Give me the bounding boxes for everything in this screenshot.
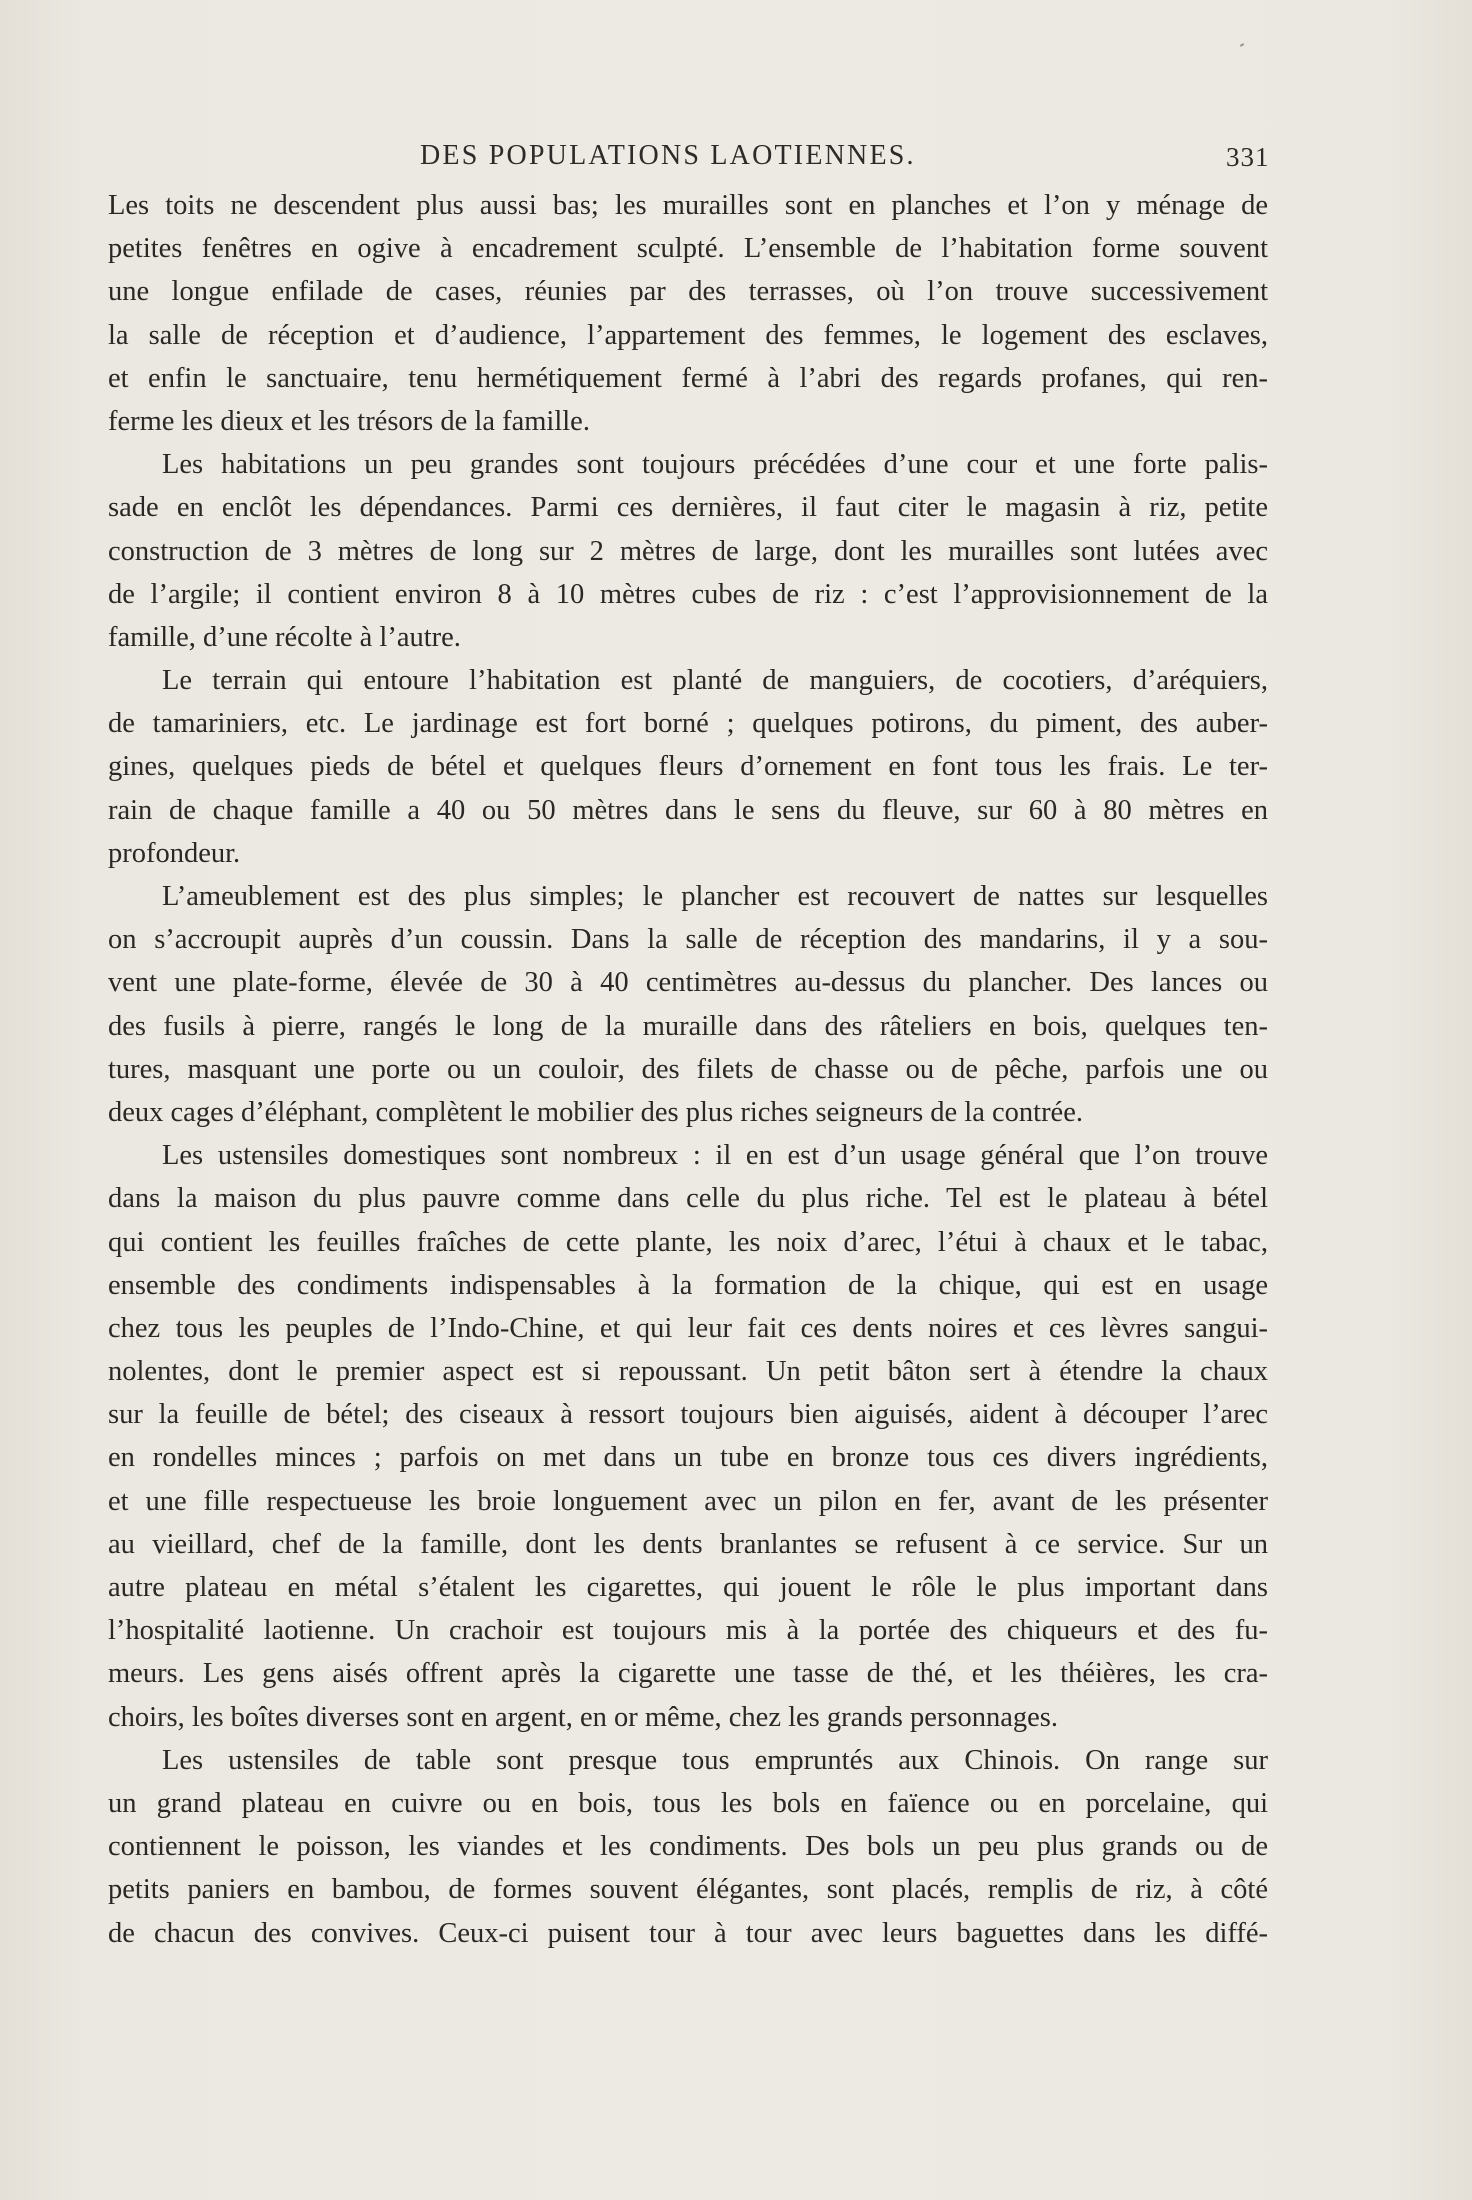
text-line: chez tous les peuples de l’Indo-Chine, et qui leur fait ces dents noires et ces lèvres sangui- [108, 1312, 1268, 1344]
text-line: la salle de réception et d’audience, l’appartement des femmes, le logement des esclaves, [108, 319, 1268, 351]
text-line: ferme les dieux et les trésors de la famille. [108, 405, 590, 437]
paragraph [108, 443, 1268, 659]
paragraph [108, 1134, 1268, 1739]
text-line: des fusils à pierre, rangés le long de la muraille dans des râteliers en bois, quelques ten- [108, 1010, 1268, 1042]
text-line: de l’argile; il contient environ 8 à 10 mètres cubes de riz : c’est l’approvisionnement de la [108, 578, 1268, 610]
text-line: rain de chaque famille a 40 ou 50 mètres dans le sens du fleuve, sur 60 à 80 mètres en [108, 794, 1268, 826]
text-line: tures, masquant une porte ou un couloir, des filets de chasse ou de pêche, parfois une ou [108, 1053, 1268, 1085]
text-line: sade en enclôt les dépendances. Parmi ces dernières, il faut citer le magasin à riz, petite [108, 492, 1268, 524]
body-text [108, 184, 1268, 1955]
text-line: autre plateau en métal s’étalent les cigarettes, qui jouent le rôle le plus important dans [108, 1572, 1268, 1603]
text-line: qui contient les feuilles fraîches de cette plante, les noix d’arec, l’étui à chaux et le tabac, [108, 1226, 1268, 1258]
paragraph [108, 184, 1268, 443]
text-line: en rondelles minces ; parfois on met dans un tube en bronze tous ces divers ingrédients, [108, 1442, 1268, 1474]
text-line: famille, d’une récolte à l’autre. [108, 621, 461, 653]
text-line: petits paniers en bambou, de formes souvent élégantes, sont placés, remplis de riz, à côté [108, 1874, 1268, 1906]
text-line: de tamariniers, etc. Le jardinage est fort borné ; quelques potirons, du piment, des auber- [108, 708, 1268, 740]
text-line: L’ameublement est des plus simples; le plancher est recouvert de nattes sur lesquelles [162, 881, 1268, 912]
text-line: Les ustensiles de table sont presque tous empruntés aux Chinois. On range sur [162, 1744, 1268, 1776]
text-line: meurs. Les gens aisés offrent après la cigarette une tasse de thé, et les théières, les cra- [108, 1658, 1268, 1690]
text-line: nolentes, dont le premier aspect est si repoussant. Un petit bâton sert à étendre la chaux [108, 1356, 1268, 1388]
paper-speck [1240, 43, 1244, 47]
text-line: l’hospitalité laotienne. Un crachoir est toujours mis à la portée des chiqueurs et des fu- [108, 1615, 1268, 1647]
text-line: Le terrain qui entoure l’habitation est planté de manguiers, de cocotiers, d’aréquiers, [162, 665, 1268, 697]
text-line: profondeur. [108, 837, 241, 869]
text-line: construction de 3 mètres de long sur 2 mètres de large, dont les murailles sont lutées avec [108, 535, 1268, 567]
text-line: et enfin le sanctuaire, tenu hermétiquement fermé à l’abri des regards profanes, qui ren- [108, 362, 1268, 394]
text-line: on s’accroupit auprès d’un coussin. Dans la salle de réception des mandarins, il y a sou- [108, 924, 1268, 956]
text-line: Les ustensiles domestiques sont nombreux : il en est d’un usage général que l’on trouve [162, 1140, 1268, 1172]
text-line: Les toits ne descendent plus aussi bas; les murailles sont en planches et l’on y ménage de [108, 190, 1268, 221]
paragraph [108, 875, 1268, 1134]
text-line: Les habitations un peu grandes sont toujours précédées d’une cour et une forte palis- [162, 449, 1268, 481]
page-number: 331 [1226, 142, 1270, 172]
text-line: choirs, les boîtes diverses sont en argent, en or même, chez les grands personnages. [108, 1701, 1058, 1733]
text-line: vent une plate-forme, élevée de 30 à 40 centimètres au-dessus du plancher. Des lances ou [108, 967, 1268, 999]
text-line: contiennent le poisson, les viandes et les condiments. Des bols un peu plus grands ou de [108, 1831, 1268, 1863]
text-line: et une fille respectueuse les broie longuement avec un pilon en fer, avant de les présenter [108, 1485, 1268, 1517]
text-line: un grand plateau en cuivre ou en bois, tous les bols en faïence ou en porcelaine, qui [108, 1787, 1268, 1819]
text-line: gines, quelques pieds de bétel et quelques fleurs d’ornement en font tous les frais. Le ter- [108, 751, 1268, 783]
page-header [0, 140, 1472, 184]
text-line: dans la maison du plus pauvre comme dans celle du plus riche. Tel est le plateau à bétel [108, 1183, 1268, 1215]
text-line: ensemble des condiments indispensables à la formation de la chique, qui est en usage [108, 1269, 1268, 1301]
paragraph [108, 1739, 1268, 1955]
text-line: sur la feuille de bétel; des ciseaux à ressort toujours bien aiguisés, aident à découper l’arec [108, 1399, 1268, 1431]
text-line: petites fenêtres en ogive à encadrement sculpté. L’ensemble de l’habitation forme souvent [108, 233, 1268, 265]
text-line: au vieillard, chef de la famille, dont les dents branlantes se refusent à ce service. Sur un [108, 1528, 1268, 1560]
paragraph [108, 659, 1268, 875]
text-line: de chacun des convives. Ceux-ci puisent tour à tour avec leurs baguettes dans les diffé- [108, 1917, 1268, 1949]
text-line: deux cages d’éléphant, complètent le mobilier des plus riches seigneurs de la contrée. [108, 1096, 1083, 1128]
text-line: une longue enfilade de cases, réunies par des terrasses, où l’on trouve successivement [108, 276, 1268, 308]
running-title: DES POPULATIONS LAOTIENNES. [420, 140, 916, 171]
